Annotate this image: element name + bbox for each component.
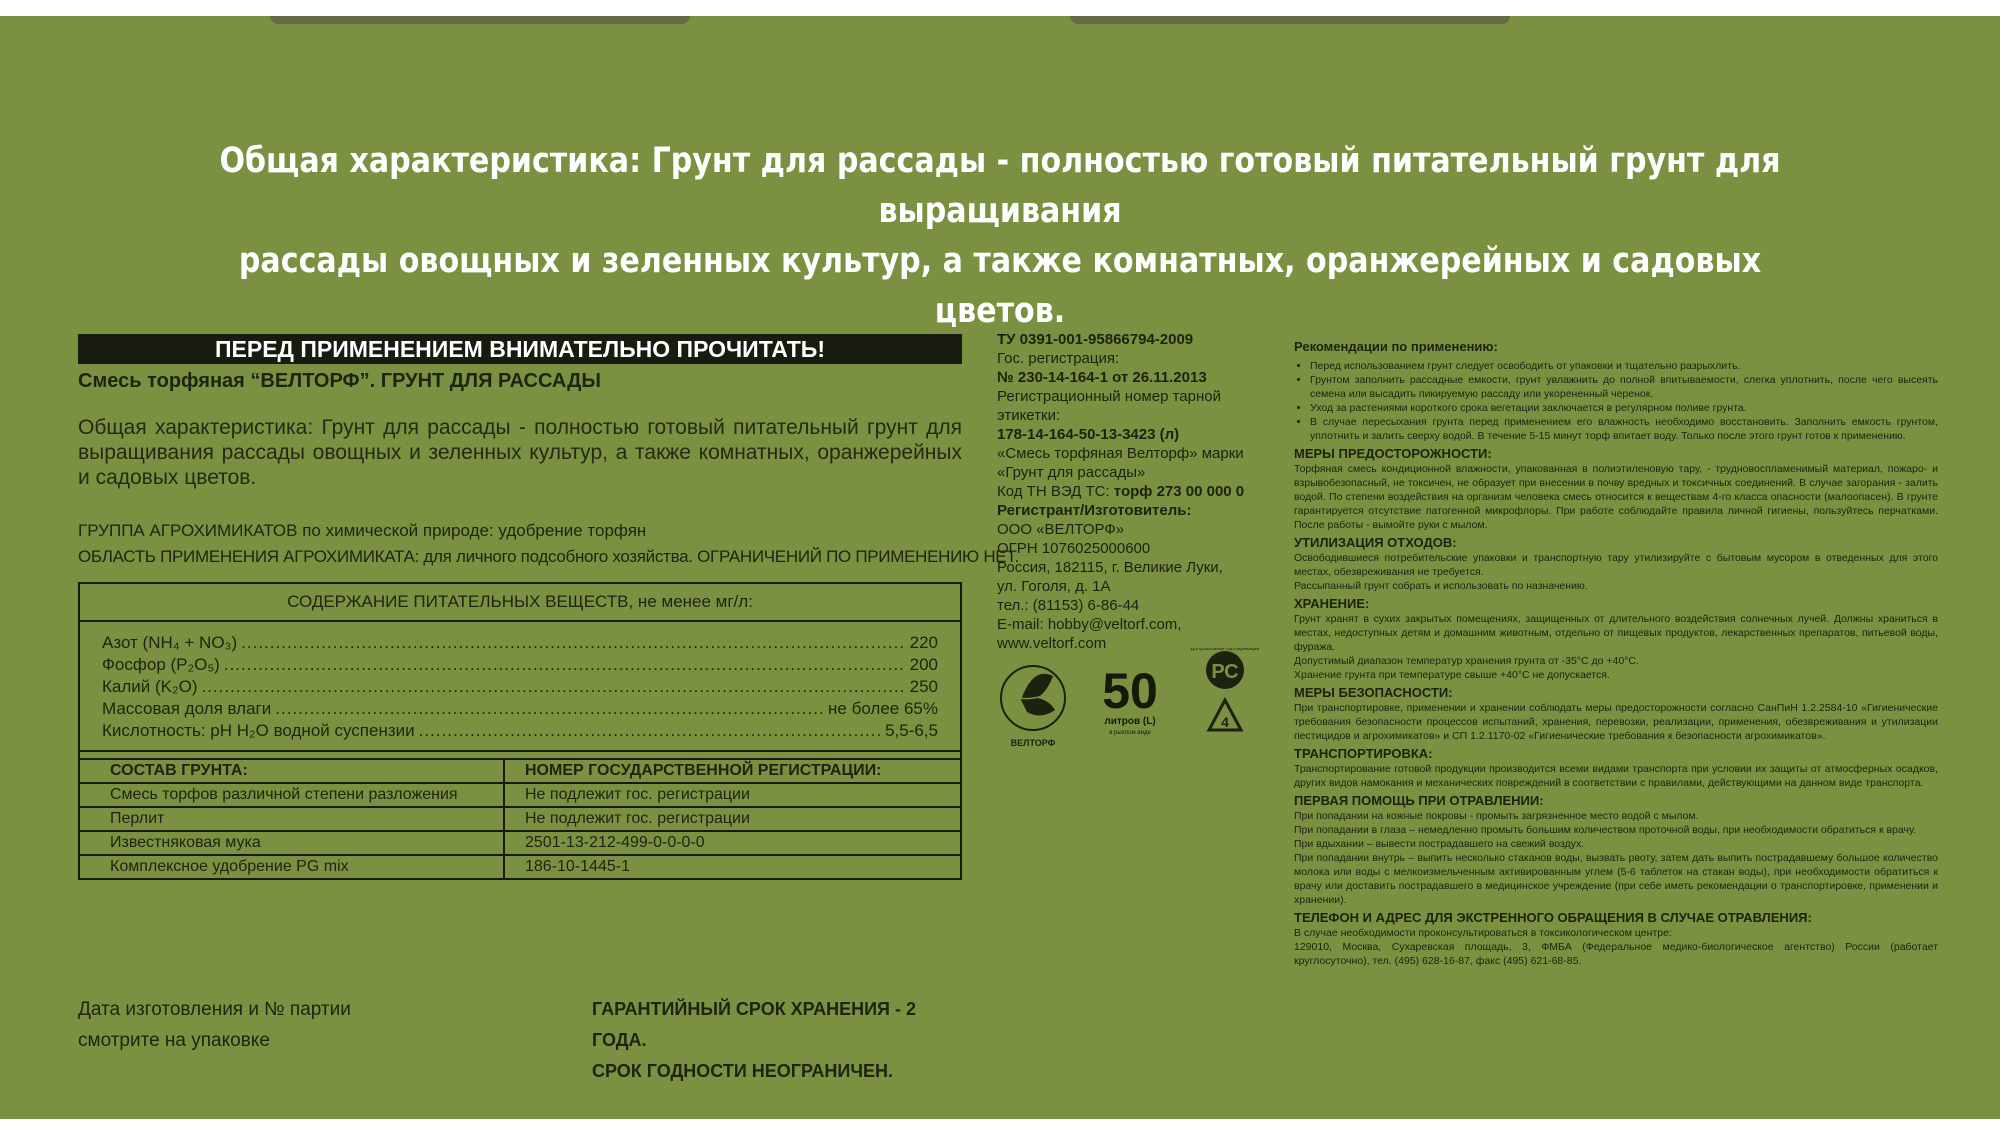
- composition-item: Комплексное удобрение PG mix: [80, 856, 505, 878]
- emergency-text: 129010, Москва, Сухаревская площадь, 3, ФМБА (Федеральное медико-биологическое агентство) России (работает круглосуточно), тел. (495) 628-16-87, факс (495) 621-68-85.: [1294, 941, 1938, 967]
- gos-reg-value: № 230-14-164-1 от 26.11.2013: [997, 369, 1207, 386]
- headline-line: рассады овощных и зеленных культур, а также комнатных, оранжерейных и садовых цветов.: [238, 241, 1762, 331]
- top-shadow: [1070, 16, 1510, 24]
- transport-text: Транспортирование готовой продукции производится всеми видами транспорта при условии их защиты от атмосферных осадков, других видов намокания и механических повреждений в соответствии с правилами, действующими на данном виде транспорта.: [1294, 763, 1938, 789]
- nutrient-value: 200: [909, 655, 938, 674]
- logos-area: [997, 648, 1282, 758]
- volume-number: 50: [1102, 663, 1158, 719]
- logos-svg: [997, 648, 1282, 758]
- waste-title: УТИЛИЗАЦИЯ ОТХОДОВ:: [1294, 535, 1457, 550]
- nutrient-table: [78, 582, 962, 880]
- rec-list: [1294, 359, 1938, 443]
- caution-text: Торфяная смесь кондиционной влажности, упакованная в полиэтиленовую тару, - трудновоспламенимый материал, пожаро- и взрывобезопасный, не токсичен, не образует при внесении в почву вредных и токсичных соединений. В случае загорания - залить водой. По степени воздействия на организм человека смесь относится к веществам 4-го класса опасности (малоопасен). В грунте гарантируется отсутствие патогенной микрофлоры. При работе соблюдайте правила личной гигиены, пользуйтесь перчатками. После работы - вымойте руки с мылом.: [1294, 463, 1938, 531]
- warranty-line: ГАРАНТИЙНЫЙ СРОК ХРАНЕНИЯ - 2 ГОДА.: [592, 999, 916, 1050]
- nutrient-value: 250: [909, 677, 938, 696]
- warranty-line: СРОК ГОДНОСТИ НЕОГРАНИЧЕН.: [592, 1061, 894, 1081]
- cert-text: Добровольная сертификация: [1190, 648, 1260, 652]
- caution-title: МЕРЫ ПРЕДОСТОРОЖНОСТИ:: [1294, 446, 1492, 461]
- nutrient-value: 5,5-6,5: [885, 721, 938, 740]
- registrant-label: Регистрант/Изготовитель:: [997, 502, 1192, 519]
- storage-text: Допустимый диапазон температур хранения грунта от -35°С до +40°С.: [1294, 655, 1639, 667]
- email: E-mail: hobby@veltorf.com,: [997, 616, 1182, 633]
- registration-column: [997, 330, 1279, 653]
- logo-text: ВЕЛТОРФ: [1010, 738, 1056, 748]
- first-aid-title: ПЕРВАЯ ПОМОЩЬ ПРИ ОТРАВЛЕНИИ:: [1294, 793, 1544, 808]
- nutrient-name: Фосфор (P₂O₅): [102, 655, 220, 674]
- veltorf-logo-icon: [1001, 666, 1065, 748]
- nutrient-row: [80, 654, 960, 676]
- agro-area: ОБЛАСТЬ ПРИМЕНЕНИЯ АГРОХИМИКАТА: для личного подсобного хозяйства. ОГРАНИЧЕНИЙ ПО ПРИМЕНЕНИЮ НЕТ.: [78, 547, 1019, 566]
- tnved-label: Код ТН ВЭД ТС:: [997, 483, 1110, 500]
- company-name: ООО «ВЕЛТОРФ»: [997, 521, 1125, 538]
- brand-line: «Грунт для рассады»: [997, 464, 1146, 481]
- general-description: Общая характеристика: Грунт для рассады - полностью готовый питательный грунт для выращивания рассады овощных и зеленных культур, а также комнатных, оранжерейных и садовых цветов.: [78, 416, 962, 489]
- top-shadow: [270, 16, 690, 24]
- transport-title: ТРАНСПОРТИРОВКА:: [1294, 746, 1433, 761]
- website: www.veltorf.com: [997, 635, 1107, 652]
- recycle-icon: [1209, 700, 1241, 730]
- registration-number: Не подлежит гос. регистрации: [505, 808, 960, 832]
- first-aid-text: При попадании внутрь – выпить несколько стаканов воды, вызвать рвоту, затем дать выпить пострадавшему большое количество молока или воды с мелкоизмельченным активированным углем (5-6 таблеток на стакан воды), при необходимости обратиться к врачу или доставить пострадавшего в медицинское учреждение (при себе иметь рекомендации о транспортировке, применении и хранении).: [1294, 852, 1938, 906]
- nutrient-table-header: СОДЕРЖАНИЕ ПИТАТЕЛЬНЫХ ВЕЩЕСТВ, не менее мг/л:: [80, 584, 960, 622]
- nutrient-name: Кислотность: pH H₂O водной суспензии: [102, 721, 415, 740]
- agro-group: ГРУППА АГРОХИМИКАТОВ по химической природе: удобрение торфян: [78, 521, 647, 540]
- manufacture-date-note: Дата изготовления и № партии: [78, 999, 351, 1020]
- first-aid-text: При попадании в глаза – немедленно промыть большим количеством проточной воды, при необходимости обратиться к врачу.: [1294, 824, 1917, 836]
- composition-table: [80, 758, 960, 878]
- svg-text:РС: РС: [1211, 661, 1239, 683]
- nutrient-row: [80, 720, 960, 742]
- nutrient-value: 220: [909, 633, 938, 652]
- rec-item: • Грунтом заполнить рассадные емкости, грунт увлажнить до полной впитываемости, слегка уплотнить, после чего высеять семена или высадить пикируемую рассаду или укорененный черенок.: [1310, 373, 1938, 401]
- nutrient-row: [80, 698, 960, 720]
- rec-item: • В случае пересыхания грунта перед применением его влажность необходимо восстановить. Заполнить емкость грунтом, уплотнить и залить сверху водой. В течение 5-15 минут торф впитает воду. Только после этого грунт готов к применению.: [1310, 415, 1938, 443]
- safety-title: МЕРЫ БЕЗОПАСНОСТИ:: [1294, 685, 1453, 700]
- headline-line: Общая характеристика: Грунт для рассады - полностью готовый питательный грунт для выращивания: [219, 141, 1781, 231]
- certification-mark-icon: [1191, 648, 1260, 689]
- waste-text: Рассыпанный грунт собрать и использовать по назначению.: [1294, 580, 1588, 592]
- bottom-info: [78, 994, 962, 1081]
- registration-number: 2501-13-212-499-0-0-0-0: [505, 832, 960, 856]
- mix-title: Смесь торфяная “ВЕЛТОРФ”. ГРУНТ ДЛЯ РАССАДЫ: [78, 370, 601, 392]
- volume-note: в рыхлом виде: [1109, 730, 1151, 736]
- nutrient-name: Азот (NH₄ + NO₃): [102, 633, 238, 652]
- registration-number: Не подлежит гос. регистрации: [505, 784, 960, 808]
- phone: тел.: (81153) 6-86-44: [997, 597, 1140, 614]
- composition-header: СОСТАВ ГРУНТА:: [80, 760, 505, 784]
- registration-header: НОМЕР ГОСУДАРСТВЕННОЙ РЕГИСТРАЦИИ:: [505, 760, 960, 784]
- nutrient-row: [80, 632, 960, 654]
- tnved-value: торф 273 00 000 0: [1113, 483, 1245, 500]
- nutrient-row: [80, 676, 960, 698]
- tu-number: ТУ 0391-001-95866794-2009: [997, 331, 1194, 348]
- agro-info: [78, 518, 1019, 570]
- manufacture-date-note: смотрите на упаковке: [78, 1030, 270, 1051]
- nutrient-name: Массовая доля влаги: [102, 699, 272, 718]
- emergency-text: В случае необходимости проконсультироваться в токсикологическом центре:: [1294, 927, 1672, 939]
- nutrient-list: [80, 622, 960, 752]
- left-column: [78, 334, 1019, 880]
- warning-bar: ПЕРЕД ПРИМЕНЕНИЕМ ВНИМАТЕЛЬНО ПРОЧИТАТЬ!: [78, 334, 962, 364]
- tara-label: Регистрационный номер тарной этикетки:: [997, 388, 1221, 424]
- brand-line: «Смесь торфяная Велторф» марки: [997, 445, 1244, 462]
- storage-title: ХРАНЕНИЕ:: [1294, 596, 1370, 611]
- product-label: [0, 16, 2000, 1119]
- rec-item: • Перед использованием грунт следует освободить от упаковки и тщательно разрыхлить.: [1310, 359, 1938, 373]
- ogrn: ОГРН 1076025000600: [997, 540, 1151, 557]
- gos-reg-label: Гос. регистрация:: [997, 350, 1120, 367]
- first-aid-text: При попадании на кожные покровы - промыть загрязненное место водой с мылом.: [1294, 810, 1699, 822]
- composition-item: Перлит: [80, 808, 505, 832]
- waste-text: Освободившиеся потребительские упаковки и транспортную тару утилизируйте с бытовым мусором в отведенных для этого местах, обезвреживания не требуется.: [1294, 552, 1938, 578]
- storage-text: Хранение грунта при температуре свыше +40°С не допускается.: [1294, 669, 1610, 681]
- emergency-title: ТЕЛЕФОН И АДРЕС ДЛЯ ЭКСТРЕННОГО ОБРАЩЕНИЯ В СЛУЧАЕ ОТРАВЛЕНИЯ:: [1294, 910, 1812, 925]
- first-aid-text: При вдыхании – вывести пострадавшего на свежий воздух.: [1294, 838, 1585, 850]
- registration-number: 186-10-1445-1: [525, 858, 630, 875]
- rec-title: Рекомендации по применению:: [1294, 339, 1498, 354]
- safety-text: При транспортировке, применении и хранении соблюдать меры предосторожности согласно СанПиН 1.2.2584-10 «Гигиенические требования безопасности процессов испытаний, хранения, перевозки, реализации, применения, обезвреживания и утилизации пестицидов и агрохимикатов» и СП 1.2.1170-02 «Гигиенические требования к безопасности агрохимикатов».: [1294, 702, 1938, 742]
- tara-value: 178-14-164-50-13-3423 (л): [997, 426, 1180, 443]
- nutrient-value: не более 65%: [828, 699, 938, 718]
- address-line: ул. Гоголя, д. 1А: [997, 578, 1111, 595]
- rec-item: • Уход за растениями короткого срока вегетации заключается в регулярном поливе грунта.: [1310, 401, 1938, 415]
- instructions-column: [1294, 336, 1938, 968]
- storage-text: Грунт хранят в сухих закрытых помещениях, защищенных от длительного воздействия солнечных лучей. Должны храниться в местах, недоступных детям и домашним животным, отдельно от пищевых продуктов, лекарственных препаратов, питьевой воды, фуража.: [1294, 613, 1938, 653]
- recycle-number: 4: [1221, 714, 1229, 730]
- volume-unit: литров (L): [1104, 716, 1156, 727]
- nutrient-name: Калий (K₂O): [102, 677, 198, 696]
- address-line: Россия, 182115, г. Великие Луки,: [997, 559, 1223, 576]
- warranty-info: [592, 994, 962, 1087]
- composition-item: Смесь торфов различной степени разложения: [80, 784, 505, 808]
- composition-item: Известняковая мука: [80, 832, 505, 856]
- headline: [192, 136, 1809, 336]
